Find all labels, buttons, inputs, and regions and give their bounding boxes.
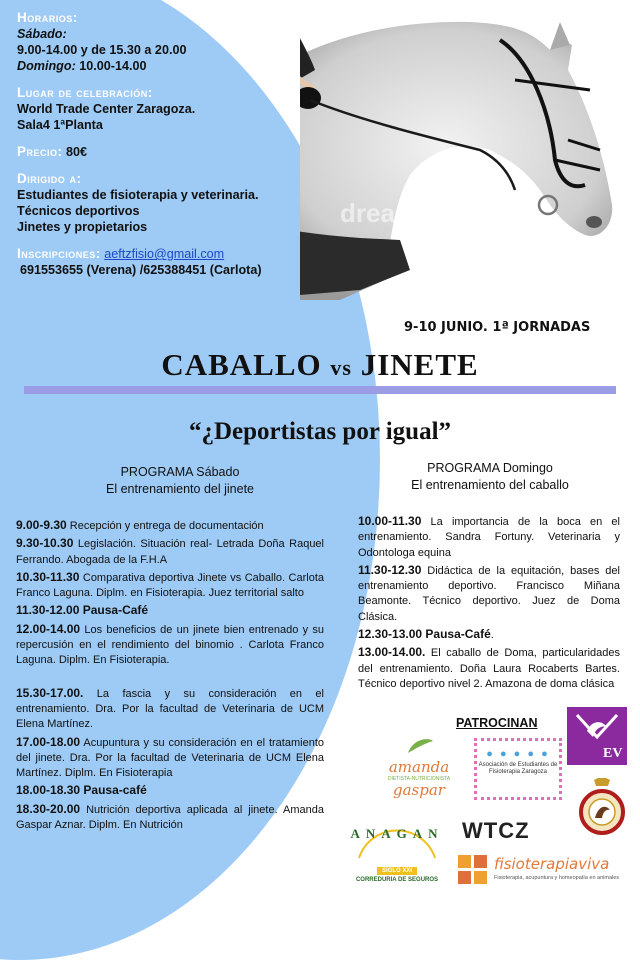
fisioterapiaviva-logo [456,853,634,887]
anagan-sub: CORREDURIA DE SEGUROS [355,877,439,883]
lugar-line2: Sala4 1ªPlanta [17,118,103,132]
event-dates: 9-10 JUNIO. 1ª JORNADAS [404,320,591,335]
schedule-description: Comparativa deportiva Jinete vs Caballo. Carlota Franco Laguna. Diplm. en Fisioterapia. Juez territorial salto [16,571,324,600]
fisio-text: fisioterapiaviva [494,855,610,873]
schedule-description: Recepción y entrega de documentación [66,520,264,532]
amanda-sub: DIETISTA-NUTRICIONISTA [387,776,451,782]
schedule-entry [16,802,324,834]
schedule-time: 11.30-12.30 [358,562,422,577]
gaspar-text: gaspar [393,781,445,799]
wtcz-logo: WTCZ [462,818,530,843]
precio-value: 80€ [66,145,88,159]
assoc-name: Asociación de Estudiantes de Fisioterapia Zaragoza [478,762,558,775]
fisio-sub: Fisioterapia, acupuntura y homeopatía en animales [494,875,620,881]
schedule-entry [358,514,620,561]
schedule-description: . [490,629,494,642]
inscripciones-label: Inscripciones: [17,246,101,261]
schedule-time: 13.00-14.00. [358,645,426,660]
programa-sabado-subtitle: El entrenamiento del jinete [105,482,254,496]
dirigido-item: Jinetes y propietarios [17,220,148,234]
schedule-entry [16,536,324,568]
schedule-time: 12.00-14.00 [16,621,81,636]
lugar-label: Lugar de celebración: [17,85,153,100]
domingo-time: 10.00-14.00 [79,59,147,73]
programa-sabado-heading [70,464,290,498]
schedule-description: El caballo de Doma, particularidades del entrenamiento. Doña Laura Rocaberts Bartes. Técnico deportivo nivel 2. Amazona de doma clásica [358,647,620,690]
dirigido-label: Dirigido a: [17,171,82,186]
horse-rider-photo [300,0,640,305]
dirigido-item: Estudiantes de fisioterapia y veterinaria. [17,188,259,202]
email-link[interactable]: aeftzfisio@gmail.com [104,247,225,261]
watermark-text: dreamstime [340,198,486,228]
schedule-gap [16,671,324,686]
schedule-entry [16,622,324,669]
schedule-description: Los beneficios de un jinete bien entrenado y su repercusión en el rendimiento del binomio . Carlota Franco Laguna. Diplm. En Fisioterapia. [16,623,324,667]
title-vs: vs [330,355,352,380]
schedule-description: Legislación. Situación real- Letrada Doña Raquel Ferrando. Abogada de la F.H.A [16,538,324,566]
schedule-entry [16,783,324,799]
programa-domingo-title: PROGRAMA Domingo [427,461,553,475]
assoc-dots-icon: ● ● ● ● ● [486,748,550,760]
horarios-label: Horarios: [17,10,78,25]
anagan-text: ANAGAN [350,826,444,841]
schedule-description: La fascia y su consideración en el entrenamiento. Dra. Por la facultad de Veterinaria de UCM Elena Martínez. [16,687,324,731]
domingo-label: Domingo: [17,59,76,73]
schedule-time: 12.30-13.00 Pausa-Café [358,627,491,642]
anagan-siglo: SIGLO XXI [377,867,417,875]
ev-logo [567,707,627,765]
schedule-time: 9.30-10.30 [16,536,74,551]
ev-logo-text: EV [603,746,623,761]
schedule-time: 10.00-11.30 [358,514,422,528]
schedule-entry [358,645,620,692]
event-info [17,10,317,289]
precio-label: Precio: [17,144,63,159]
schedule-sabado [16,518,324,835]
schedule-time: 18.30-20.00 [16,801,81,816]
amanda-gaspar-logo [378,735,460,797]
sabado-label: Sábado: [17,27,67,41]
schedule-description: La importancia de la boca en el entrenamiento. Sandra Fortuny. Veterinaria y Odontologa equina [358,516,620,559]
programa-domingo-heading [380,460,600,494]
schedule-entry [16,686,324,733]
schedule-domingo [358,514,620,694]
lugar-line1: World Trade Center Zaragoza. [17,102,196,116]
schedule-entry [16,570,324,602]
schedule-entry [358,563,620,625]
schedule-time: 18.00-18.30 Pausa-café [16,783,147,798]
schedule-entry [16,603,324,619]
schedule-time: 10.30-11.30 [16,569,80,584]
sabado-time: 9.00-14.00 y de 15.30 a 20.00 [17,43,187,57]
main-title [0,347,640,383]
schedule-description: Acupuntura y su consideración en el tratamiento del jinete. Dra. Por la facultad de Veterinaria de UCM Elena Martínez. Diplm. En Fisioterapia [16,736,324,780]
amanda-text: amanda [388,758,450,776]
subtitle: “¿Deportistas por igual” [188,418,452,445]
title-jinete: JINETE [360,347,479,382]
phones: 691553655 (Verena) /625388451 (Carlota) [20,263,262,277]
divider-bar [24,386,616,394]
programa-sabado-title: PROGRAMA Sábado [120,465,240,479]
schedule-entry [358,627,620,643]
equestrian-crest-logo [578,778,626,838]
sponsors-label: PATROCINAN [456,716,538,730]
association-logo [474,738,562,800]
schedule-description: Didáctica de la equitación, bases del entrenamiento deportivo. Francisco Miñana Beamonte. Técnico deportivo. Juez de Doma Clásica. [358,564,620,623]
title-caballo: CABALLO [161,347,322,382]
programa-domingo-subtitle: El entrenamiento del caballo [411,478,569,492]
schedule-time: 9.00-9.30 [16,518,67,532]
schedule-entry [16,735,324,782]
schedule-description: Nutrición deportiva aplicada al jinete. Amanda Gaspar Aznar. Diplm. En Nutrición [16,803,324,832]
dirigido-item: Técnicos deportivos [17,204,140,218]
schedule-time: 11.30-12.00 Pausa-Café [16,603,149,618]
anagan-logo [347,812,447,884]
schedule-entry [16,518,324,534]
schedule-time: 15.30-17.00. [16,685,84,700]
schedule-time: 17.00-18.00 [16,734,81,749]
